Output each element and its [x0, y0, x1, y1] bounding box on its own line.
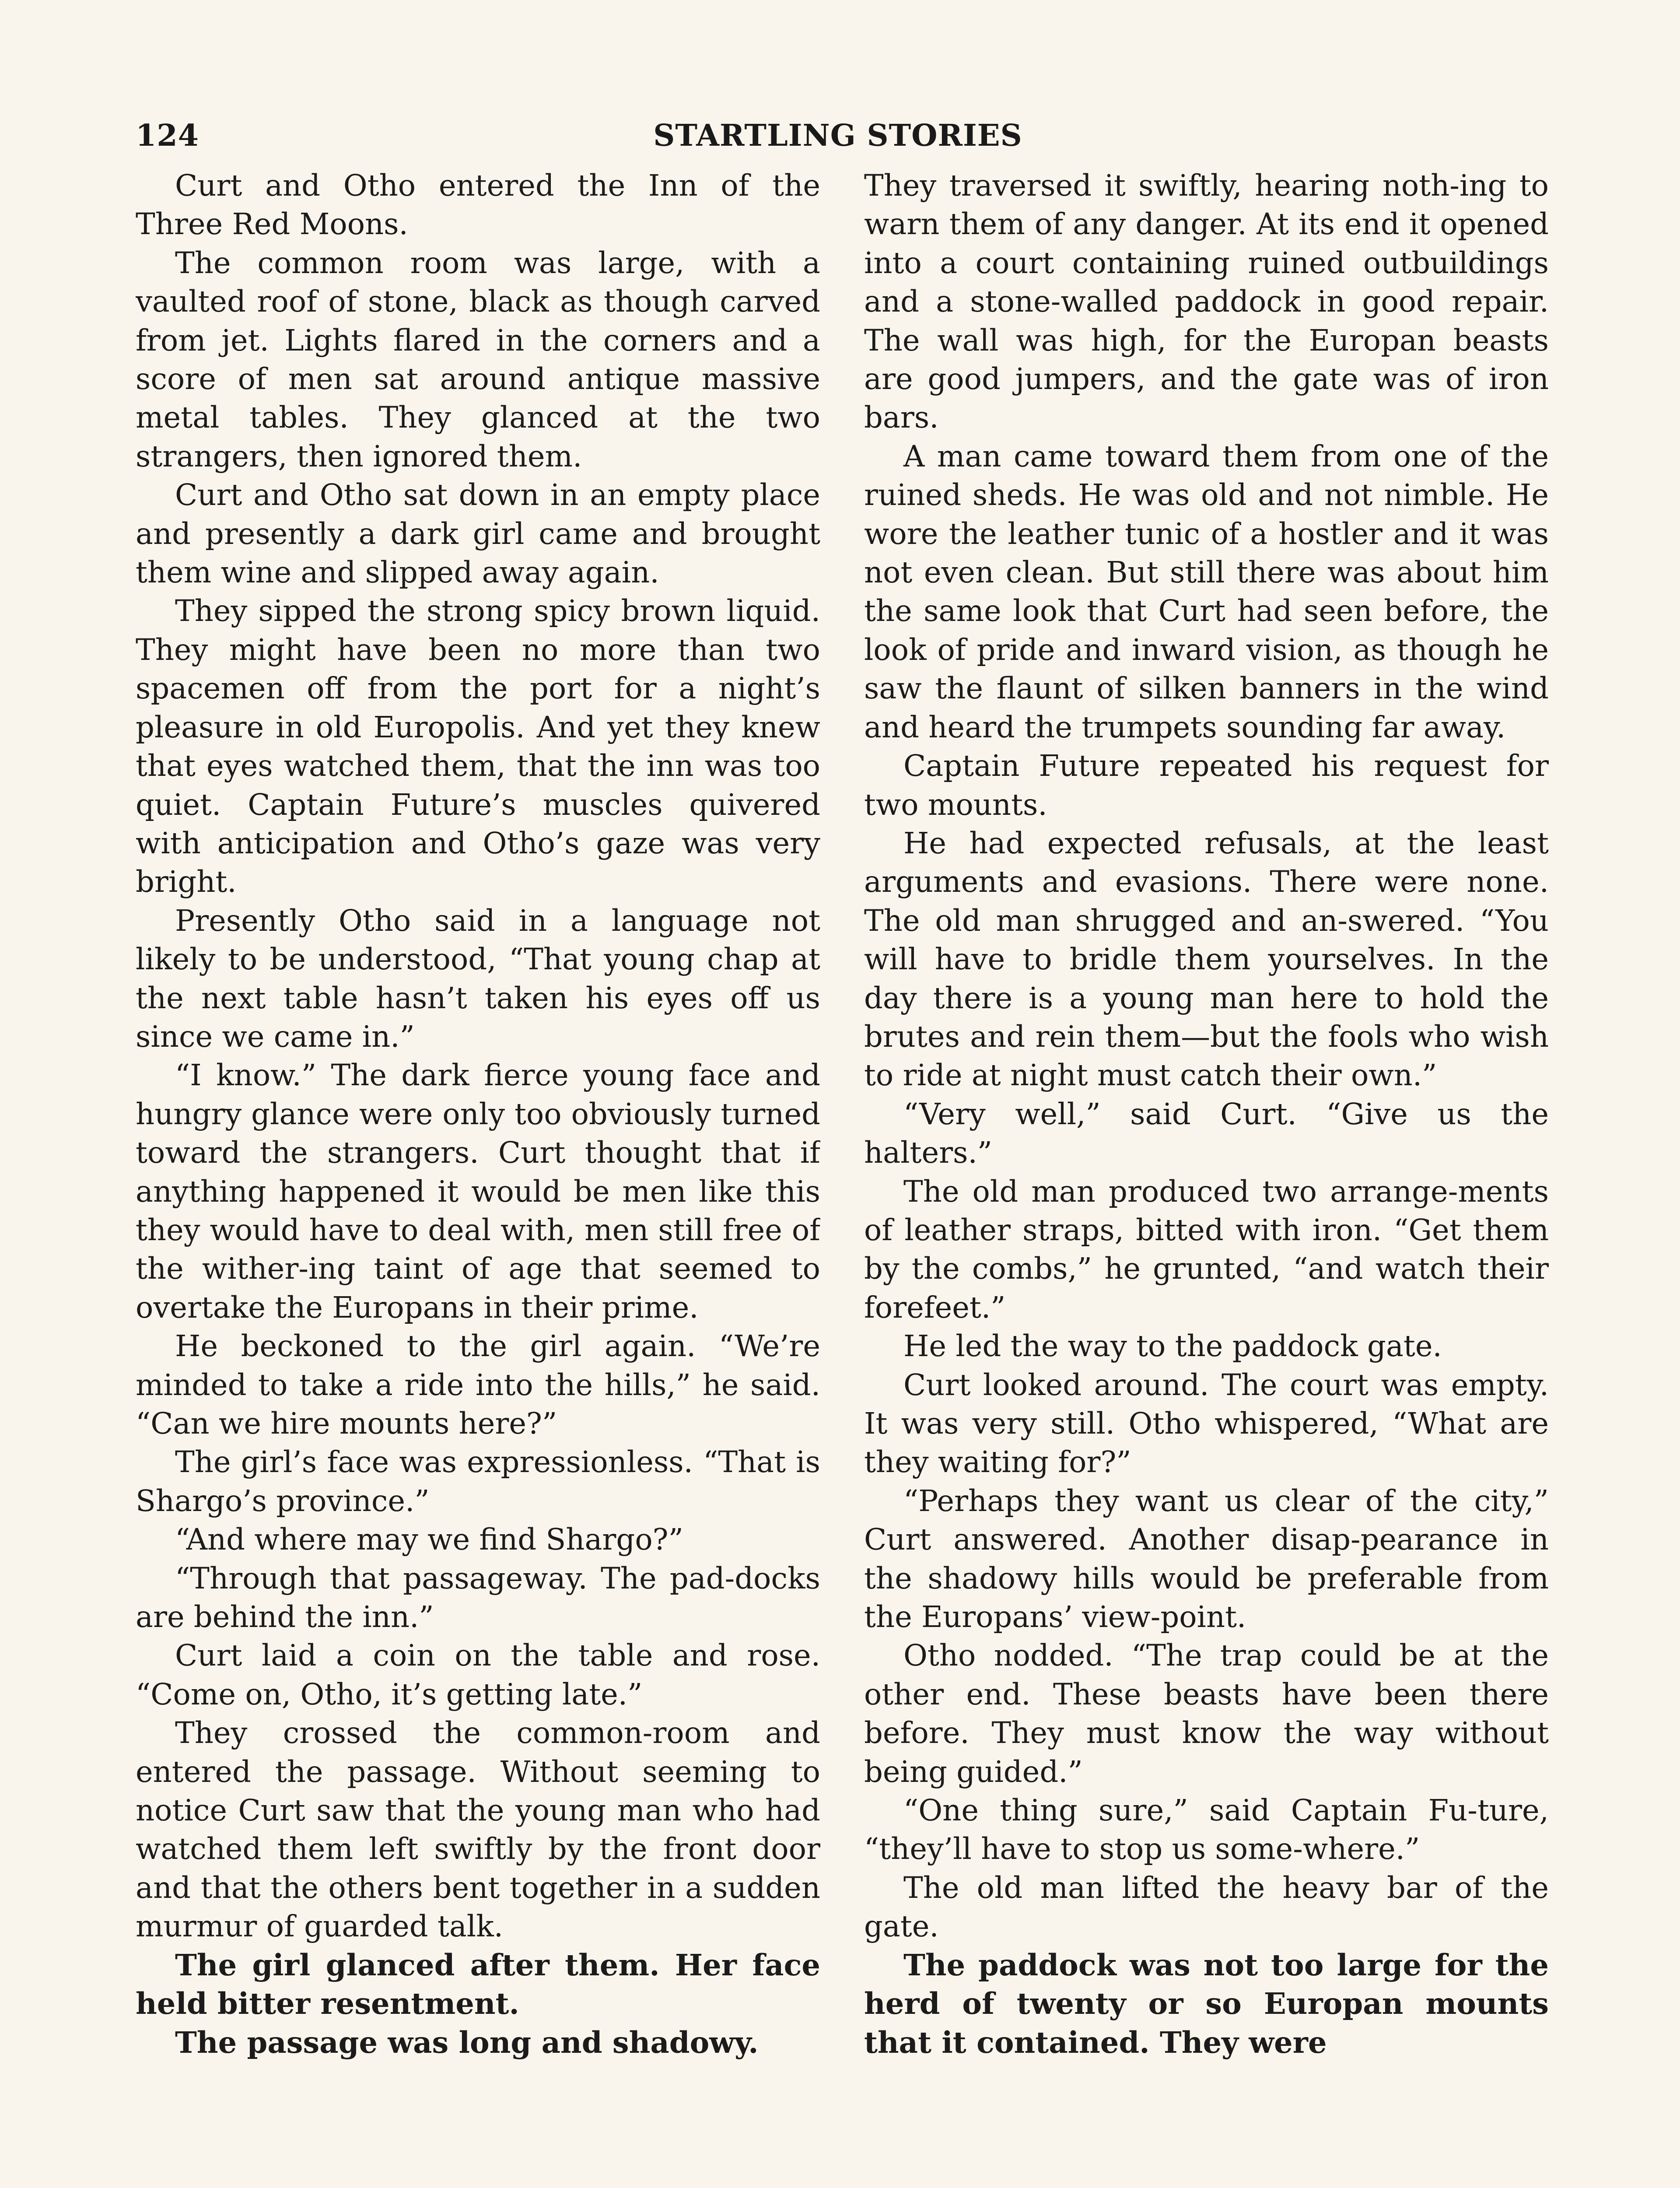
paragraph: He had expected refusals, at the least arguments and evasions. There were none. The old man shrugged and an-swered. “You will have to bridle them yourselves. In the day there is a young man here to hold the brutes and rein them—but the fools who wish to ride at night must catch their own.” [864, 826, 1549, 1093]
paragraph: The paddock was not too large for the herd of twenty or so Europan mounts that it contained. They were [864, 1947, 1549, 2060]
paragraph: “Through that passageway. The pad-docks are behind the inn.” [136, 1561, 820, 1634]
running-head [136, 118, 1540, 166]
paragraph: The common room was large, with a vaulted roof of stone, black as though carved from jet. Lights flared in the corners and a score of men sat around antique massive metal tables. They glanced at the two strangers, then ignored them. [136, 245, 820, 473]
paragraph: “Perhaps they want us clear of the city,” Curt answered. Another disap-pearance in the shadowy hills would be preferable from the Europans’ view-point. [864, 1483, 1549, 1634]
paragraph: The old man produced two arrange-ments of leather straps, bitted with iron. “Get them by the combs,” he grunted, “and watch their forefeet.” [864, 1174, 1549, 1325]
paragraph: “One thing sure,” said Captain Fu-ture, “they’ll have to stop us some-where.” [864, 1793, 1549, 1866]
paragraph: The passage was long and shadowy. [175, 2025, 759, 2060]
paragraph: A man came toward them from one of the ruined sheds. He was old and not nimble. He wore the leather tunic of a hostler and it was not even clean. But still there was about him the same look that Curt had seen before, the look of pride and inward vision, as though he saw the flaunt of silken banners in the wind and heard the trumpets sounding far away. [864, 439, 1549, 744]
paragraph: “Very well,” said Curt. “Give us the halters.” [864, 1097, 1549, 1170]
right-text-column [864, 166, 1549, 2188]
paragraph: Captain Future repeated his request for two mounts. [864, 749, 1549, 822]
paragraph: The girl glanced after them. Her face held bitter resentment. [136, 1947, 820, 2021]
paragraph: “I know.” The dark fierce young face and hungry glance were only too obviously turned toward the strangers. Curt thought that if anything happened it would be men like this they would have to deal with, men still free of the wither-ing taint of age that seemed to overtake the Europans in their prime. [136, 1058, 820, 1325]
paragraph: Curt and Otho entered the Inn of the Three Red Moons. [136, 168, 820, 242]
paragraph: Presently Otho said in a language not likely to be understood, “That young chap at the next table hasn’t taken his eyes off us since we came in.” [136, 903, 820, 1054]
paragraph: They sipped the strong spicy brown liquid. They might have been no more than two spacemen off from the port for a night’s pleasure in old Europolis. And yet they knew that eyes watched them, that the inn was too quiet. Captain Future’s muscles quivered with anticipation and Otho’s gaze was very bright. [136, 594, 820, 899]
paragraph: The girl’s face was expressionless. “That is Shargo’s province.” [136, 1445, 820, 1518]
paragraph: Curt laid a coin on the table and rose. “Come on, Otho, it’s getting late.” [136, 1638, 820, 1711]
paragraph: Otho nodded. “The trap could be at the other end. These beasts have been there before. They must know the way without being guided.” [864, 1638, 1549, 1789]
paragraph: “And where may we find Shargo?” [175, 1522, 683, 1557]
paragraph: They traversed it swiftly, hearing noth-ing to warn them of any danger. At its end it opened into a court containing ruined outbuildings and a stone-walled paddock in good repair. The wall was high, for the Europan beasts are good jumpers, and the gate was of iron bars. [864, 168, 1549, 435]
paragraph: He beckoned to the girl again. “We’re minded to take a ride into the hills,” he said. “Can we hire mounts here?” [136, 1329, 820, 1441]
paragraph: The old man lifted the heavy bar of the gate. [864, 1870, 1549, 1944]
page-number: 124 [136, 118, 199, 153]
left-text-column [136, 166, 820, 2188]
paragraph: They crossed the common-room and entered the passage. Without seeming to notice Curt saw that the young man who had watched them left swiftly by the front door and that the others bent together in a sudden murmur of guarded talk. [136, 1716, 820, 1944]
paragraph: Curt and Otho sat down in an empty place and presently a dark girl came and brought them wine and slipped away again. [136, 478, 820, 590]
paragraph: He led the way to the paddock gate. [903, 1329, 1442, 1364]
magazine-title: STARTLING STORIES [653, 118, 1022, 153]
paragraph: Curt looked around. The court was empty. It was very still. Otho whispered, “What are they waiting for?” [864, 1368, 1549, 1480]
